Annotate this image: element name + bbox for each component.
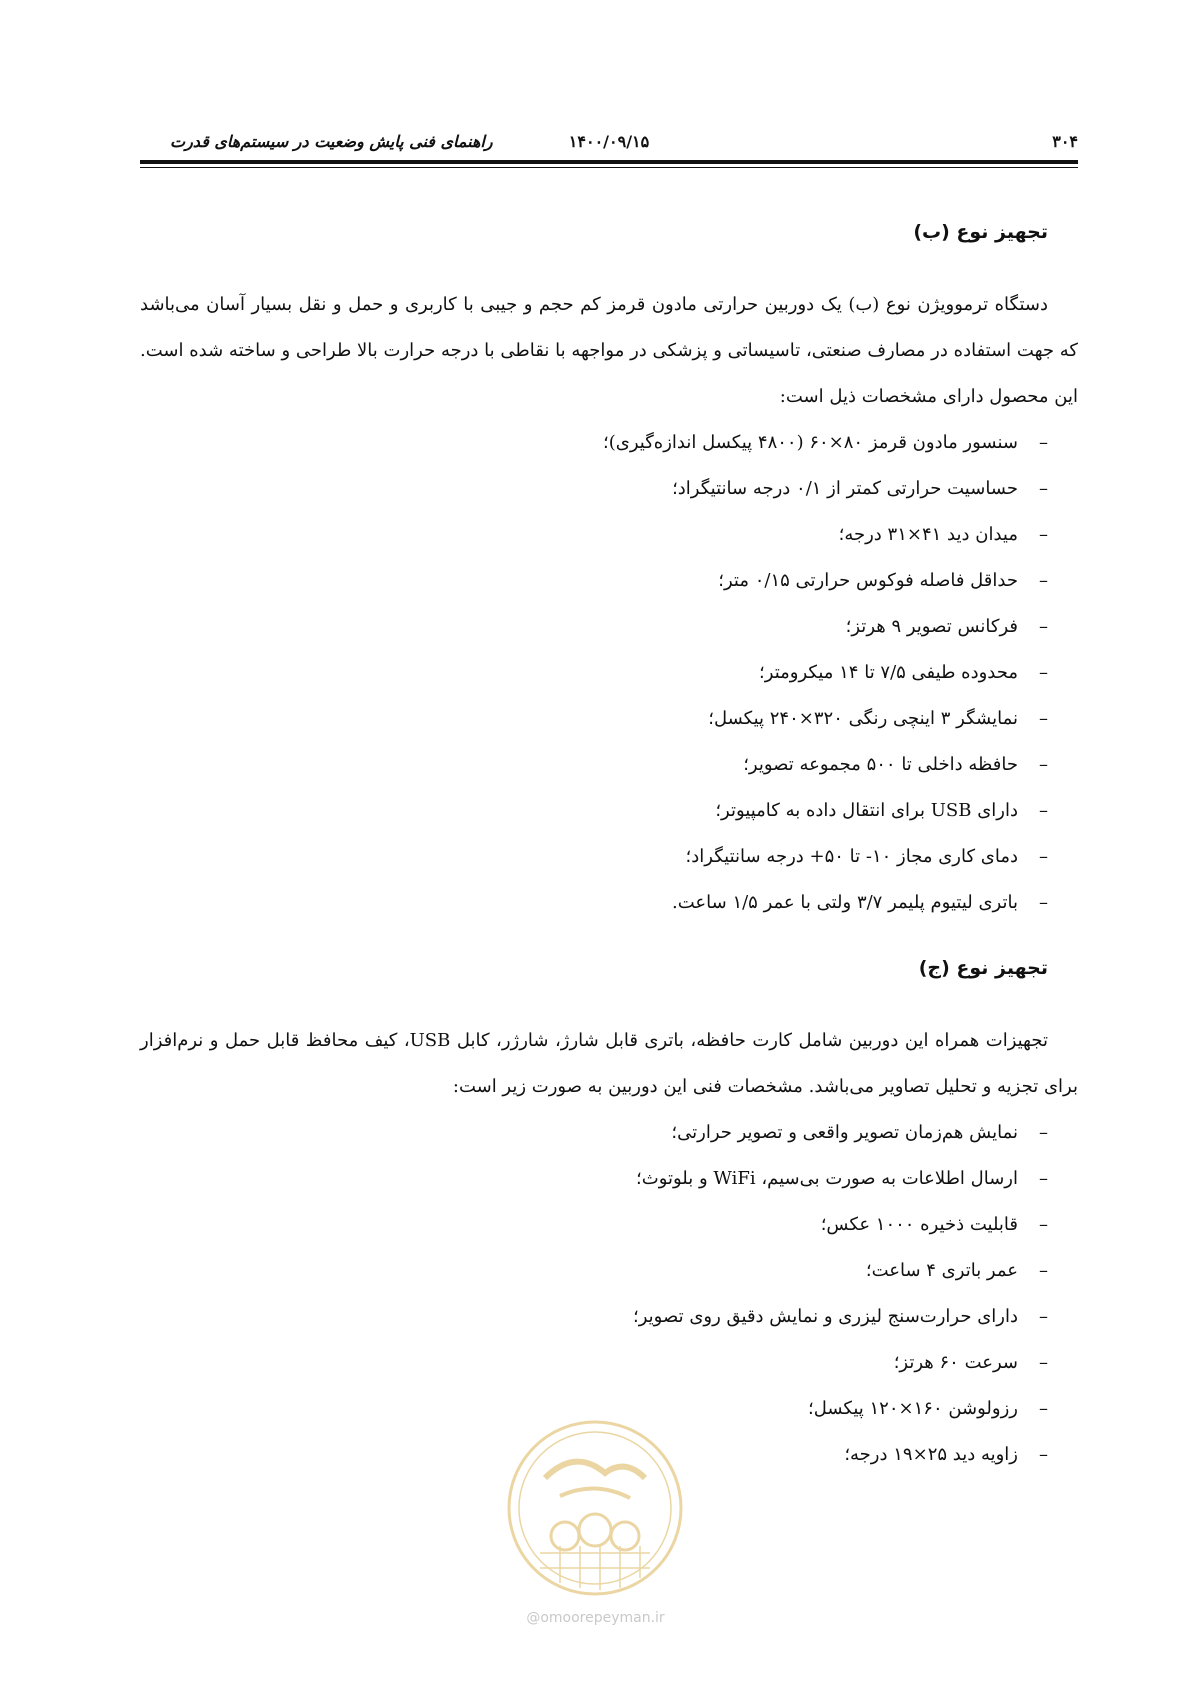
section-c-heading: تجهیز نوع (ج)	[918, 957, 1048, 979]
watermark-site: @omoorepeyman.ir	[526, 1610, 665, 1626]
list-item-text: حافظه داخلی تا ۵۰۰ مجموعه تصویر؛	[743, 754, 1018, 775]
list-dash: –	[1039, 1122, 1048, 1143]
list-item	[140, 466, 1048, 512]
list-item	[140, 696, 1048, 742]
list-dash: –	[1039, 1260, 1048, 1281]
list-dash: –	[1039, 432, 1048, 453]
list-dash: –	[1039, 892, 1048, 913]
list-item-text: نمایشگر ۳ اینچی رنگی ۳۲۰×۲۴۰ پیکسل؛	[708, 708, 1018, 729]
header-date: ۱۴۰۰/۰۹/۱۵	[568, 132, 650, 151]
header-rule-thin	[140, 167, 1078, 168]
list-item	[140, 420, 1048, 466]
list-item	[140, 558, 1048, 604]
list-item-text: محدوده طیفی ۷/۵ تا ۱۴ میکرومتر؛	[759, 662, 1018, 683]
list-dash: –	[1039, 662, 1048, 683]
list-item-text: سرعت ۶۰ هرتز؛	[893, 1352, 1018, 1373]
list-item-text: فرکانس تصویر ۹ هرتز؛	[845, 616, 1018, 637]
page-header	[140, 128, 1078, 154]
list-dash: –	[1039, 478, 1048, 499]
list-item-text: حساسیت حرارتی کمتر از ۰/۱ درجه سانتیگراد؛	[672, 478, 1018, 499]
list-item-text: سنسور مادون قرمز ۸۰×۶۰ (۴۸۰۰ پیکسل اندازه‌گیری)؛	[603, 432, 1018, 453]
list-dash: –	[1039, 1168, 1048, 1189]
list-dash: –	[1039, 708, 1048, 729]
header-title: راهنمای فنی پایش وضعیت در سیستم‌های قدرت	[170, 132, 493, 151]
list-dash: –	[1039, 800, 1048, 821]
list-item-text: رزولوشن ۱۶۰×۱۲۰ پیکسل؛	[807, 1398, 1018, 1419]
list-dash: –	[1039, 1398, 1048, 1419]
section-b-paragraph: دستگاه ترموویژن نوع (ب) یک دوربین حرارتی مادون قرمز کم حجم و جیبی با کاربری و حمل و نقل بسیار آسان می‌باشد که جهت استفاده در مصارف صنعتی، تاسیساتی و پزشکی در مواجهه با نقاطی با درجه حرارت بالا طراحی و ساخته شده است. این محصول دارای مشخصات ذیل است:	[140, 294, 1078, 407]
watermark-seal-icon	[505, 1418, 685, 1598]
list-dash: –	[1039, 524, 1048, 545]
list-dash: –	[1039, 616, 1048, 637]
section-c-paragraph: تجهیزات همراه این دوربین شامل کارت حافظه، باتری قابل شارژ، شارژر، کابل USB، کیف محافظ قابل حمل و نرم‌افزار برای تجزیه و تحلیل تصاویر می‌باشد. مشخصات فنی این دوربین به صورت زیر است:	[140, 1030, 1078, 1097]
list-dash: –	[1039, 754, 1048, 775]
list-item-text: دمای کاری مجاز ۱۰- تا ۵۰+ درجه سانتیگراد؛	[685, 846, 1018, 867]
list-dash: –	[1039, 1444, 1048, 1465]
list-item	[140, 650, 1048, 696]
page-body	[140, 212, 1078, 1478]
list-item	[140, 1248, 1048, 1294]
list-item	[140, 880, 1048, 926]
section-b-list	[140, 420, 1078, 926]
header-rule-thick	[140, 160, 1078, 164]
list-item-text: حداقل فاصله فوکوس حرارتی ۰/۱۵ متر؛	[718, 570, 1018, 591]
list-item	[140, 1110, 1048, 1156]
list-item	[140, 1156, 1048, 1202]
page-number: ۳۰۴	[1052, 132, 1078, 151]
list-item-text: قابلیت ذخیره ۱۰۰۰ عکس؛	[820, 1214, 1018, 1235]
list-item	[140, 834, 1048, 880]
list-item	[140, 512, 1048, 558]
list-dash: –	[1039, 846, 1048, 867]
list-item-text: عمر باتری ۴ ساعت؛	[865, 1260, 1018, 1281]
list-item	[140, 788, 1048, 834]
list-item	[140, 604, 1048, 650]
list-item-text: نمایش هم‌زمان تصویر واقعی و تصویر حرارتی؛	[671, 1122, 1018, 1143]
list-item	[140, 1340, 1048, 1386]
list-item	[140, 1294, 1048, 1340]
list-item-text: دارای USB برای انتقال داده به کامپیوتر؛	[715, 800, 1018, 821]
list-item-text: زاویه دید ۲۵×۱۹ درجه؛	[844, 1444, 1018, 1465]
list-item-text: میدان دید ۴۱×۳۱ درجه؛	[838, 524, 1018, 545]
list-item-text: ارسال اطلاعات به صورت بی‌سیم، WiFi و بلوتوث؛	[636, 1168, 1018, 1189]
list-item-text: دارای حرارت‌سنج لیزری و نمایش دقیق روی تصویر؛	[633, 1306, 1018, 1327]
list-dash: –	[1039, 1306, 1048, 1327]
section-b-heading: تجهیز نوع (ب)	[913, 221, 1048, 243]
list-dash: –	[1039, 1214, 1048, 1235]
list-dash: –	[1039, 1352, 1048, 1373]
list-item	[140, 742, 1048, 788]
list-item-text: باتری لیتیوم پلیمر ۳/۷ ولتی با عمر ۱/۵ ساعت.	[672, 892, 1018, 913]
list-dash: –	[1039, 570, 1048, 591]
list-item	[140, 1202, 1048, 1248]
